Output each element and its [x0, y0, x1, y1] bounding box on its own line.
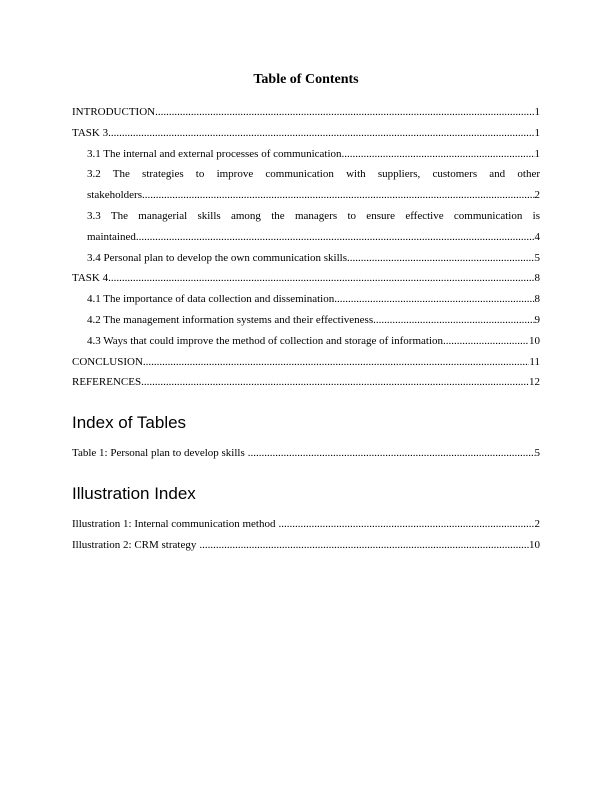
dot-leader: [108, 123, 534, 144]
illustration-index-entry[interactable]: [72, 514, 540, 535]
toc-entry-4-2[interactable]: [72, 310, 540, 331]
toc-entry-4-3[interactable]: [72, 331, 540, 352]
toc-entry-task-4[interactable]: [72, 268, 540, 289]
toc-entry-4-1[interactable]: [72, 289, 540, 310]
toc-entry-page: 2: [534, 189, 540, 202]
dot-leader: [136, 227, 535, 248]
toc-entry-3-3[interactable]: [72, 206, 540, 248]
toc-entry-page: 4: [534, 230, 540, 243]
toc-title: Table of Contents: [253, 72, 359, 87]
toc-entry-page: 1: [534, 147, 540, 160]
toc-entry-page: 10: [529, 334, 540, 347]
index-of-tables-heading: Index of Tables: [72, 413, 187, 433]
toc-entry-text: CONCLUSION: [72, 355, 143, 368]
toc-entry-page: 11: [529, 355, 540, 368]
toc-entry-text-line-1: 3.3 The managerial skills among the managers to ensure effective communication is: [87, 209, 540, 222]
illustration-index-heading: Illustration Index: [72, 483, 196, 503]
dot-leader: [334, 289, 534, 310]
toc-entry-page: 5: [534, 251, 540, 264]
toc-entry-page: 8: [534, 293, 540, 306]
toc-entry-text: 3.4 Personal plan to develop the own communication skills: [87, 251, 347, 264]
table-index-entry[interactable]: [72, 443, 540, 464]
toc-entry-text: 4.1 The importance of data collection and dissemination: [87, 293, 335, 306]
dot-leader: [275, 514, 534, 535]
dot-leader: [245, 443, 535, 464]
illustration-index-entry[interactable]: [72, 535, 540, 556]
dot-leader: [141, 372, 529, 393]
dot-leader: [443, 331, 529, 352]
illustration-index-entry-text: Illustration 1: Internal communication method: [72, 517, 276, 530]
illustration-index-entry-page: 2: [534, 517, 540, 530]
toc-entry-3-2[interactable]: [72, 164, 540, 206]
toc-entry-page: 1: [534, 106, 540, 118]
dot-leader: [142, 185, 535, 206]
dot-leader: [347, 248, 535, 269]
dot-leader: [342, 144, 535, 165]
toc-entry-text: REFERENCES: [72, 376, 142, 389]
document-page: [72, 72, 540, 556]
toc-entry-conclusion[interactable]: [72, 352, 540, 373]
dot-leader: [373, 310, 534, 331]
toc-entry-references[interactable]: [72, 372, 540, 393]
table-index-entry-page: 5: [534, 447, 540, 460]
toc-entry-page: 12: [529, 376, 540, 389]
toc-entry-text: TASK 3: [72, 126, 109, 139]
table-index-entry-text: Table 1: Personal plan to develop skills: [72, 447, 245, 460]
toc-entry-3-1[interactable]: [72, 144, 540, 165]
illustration-index-entry-page: 10: [529, 538, 540, 551]
toc-entry-page: 9: [534, 313, 540, 326]
toc-entry-text: TASK 4: [72, 272, 109, 285]
toc-entry-3-4[interactable]: [72, 248, 540, 269]
toc-entry-text-line-1: 3.2 The strategies to improve communication with suppliers, customers and other: [87, 168, 540, 181]
dot-leader: [155, 102, 534, 123]
toc-entry-text: 4.2 The management information systems and their effectiveness: [87, 313, 374, 326]
toc-entry-page: 8: [534, 272, 540, 285]
toc-entry-text-line-2: stakeholders: [87, 189, 142, 202]
toc-entry-text: INTRODUCTION: [72, 106, 156, 118]
toc-entry-introduction[interactable]: [72, 102, 540, 123]
dot-leader: [143, 352, 530, 373]
toc-entry-text: 3.1 The internal and external processes of communication: [87, 147, 342, 160]
toc-entry-task-3[interactable]: [72, 123, 540, 144]
dot-leader: [196, 535, 529, 556]
illustration-index-entry-text: Illustration 2: CRM strategy: [72, 538, 197, 551]
toc-entry-page: 1: [534, 126, 540, 139]
toc-entry-text-line-2: maintained: [87, 230, 136, 243]
toc-entry-text: 4.3 Ways that could improve the method of collection and storage of information: [87, 334, 444, 347]
dot-leader: [108, 268, 534, 289]
